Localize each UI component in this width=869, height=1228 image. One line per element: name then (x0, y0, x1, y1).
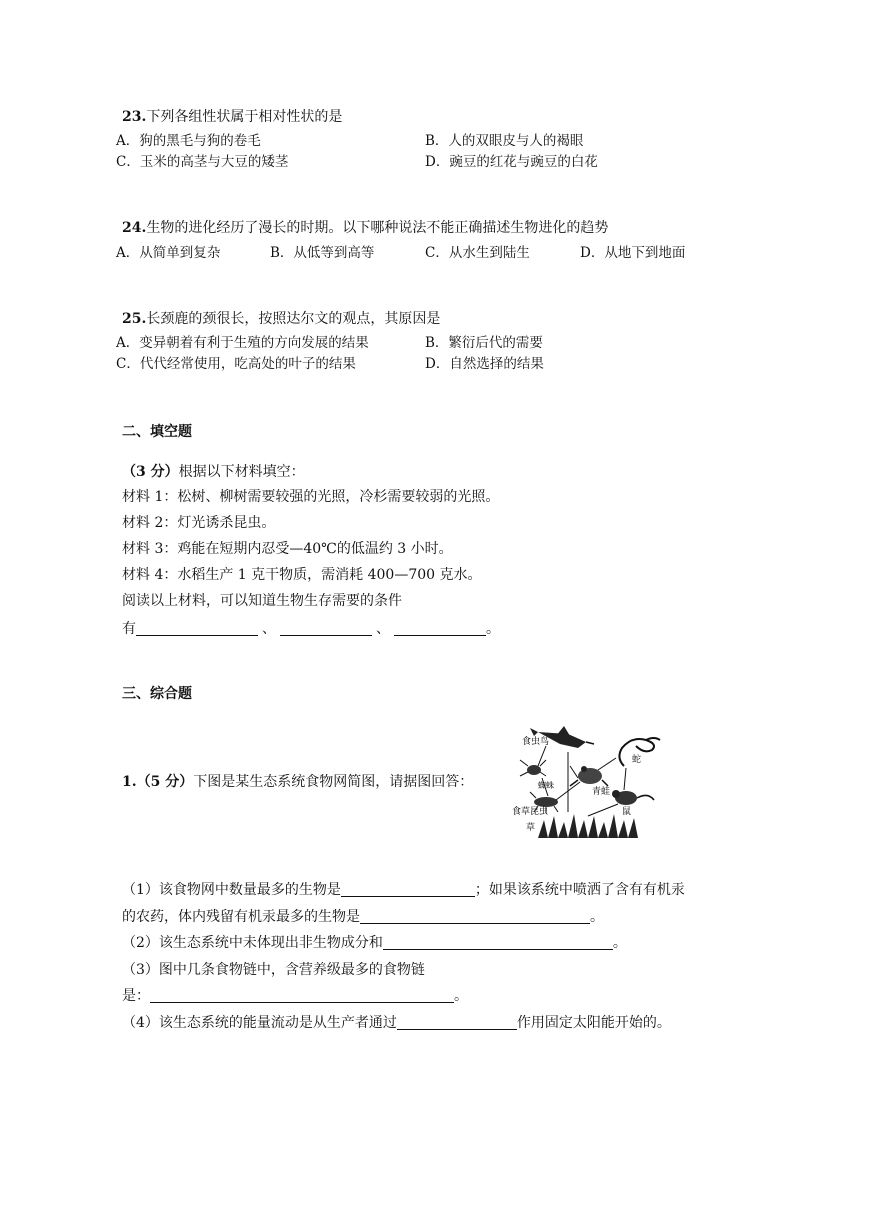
answer-sep-2: 、 (376, 621, 390, 637)
q25-stem: 长颈鹿的颈很长，按照达尔文的观点，其原因是 (146, 311, 441, 327)
label-mouse: 鼠 (622, 807, 632, 817)
label-snake: 蛇 (632, 755, 642, 765)
answer-sep-1: 、 (262, 621, 276, 637)
q1-points: （5 分） (136, 774, 194, 790)
subq1-part-d: 。 (590, 909, 604, 925)
q24-option-c: C．从水生到陆生 (425, 245, 530, 261)
answer-blank-2[interactable] (280, 621, 372, 636)
q23-number: 23. (122, 109, 147, 125)
answer-prefix: 有 (122, 621, 136, 637)
subq4-part-b: 作用固定太阳能开始的。 (516, 1015, 671, 1031)
subq2-part-a: （2）该生态系统中未体现出非生物成分和 (122, 935, 383, 951)
frog-icon (570, 766, 608, 786)
q24-stem: 生物的进化经历了漫长的时期。以下哪种说法不能正确描述生物进化的趋势 (146, 220, 609, 236)
q1-number: 1. (122, 774, 137, 790)
subq1-line2 (122, 906, 604, 926)
q23-option-b: B．人的双眼皮与人的褐眼 (425, 133, 584, 149)
q25-option-d: D．自然选择的结果 (425, 356, 544, 372)
q25-option-c: C．代代经常使用，吃高处的叶子的结果 (116, 356, 356, 372)
q1-stem: 下图是某生态系统食物网简图，请据图回答： (193, 774, 474, 790)
food-web-diagram (508, 722, 668, 840)
q23-stem-line (122, 106, 342, 126)
section2-intro: 根据以下材料填空： (178, 464, 305, 480)
q24-number: 24. (122, 220, 147, 236)
grass-icon (538, 814, 638, 838)
material-4: 材料 4：水稻生产 1 克干物质，需消耗 400—700 克水。 (122, 567, 482, 583)
section2-points: （3 分） (122, 464, 179, 480)
subq3-line1: （3）图中几条食物链中，含营养级最多的食物链 (122, 962, 425, 978)
q24-stem-line (122, 217, 608, 237)
mouse-icon (612, 790, 654, 805)
subq2-part-b: 。 (612, 935, 627, 951)
material-2: 材料 2：灯光诱杀昆虫。 (122, 515, 276, 531)
subq2-line (122, 932, 627, 952)
q24-option-d: D．从地下到地面 (580, 245, 686, 261)
subq2-blank[interactable] (383, 935, 613, 950)
q25-option-b: B．繁衍后代的需要 (425, 335, 543, 351)
subq3-line2 (122, 985, 468, 1005)
section2-intro-line (122, 461, 305, 481)
q24-option-b: B．从低等到高等 (270, 245, 375, 261)
answer-end: 。 (486, 621, 500, 637)
q1-stem-line (122, 771, 473, 791)
subq4-line (122, 1012, 671, 1032)
q25-stem-line (122, 308, 440, 328)
answer-blank-1[interactable] (136, 621, 258, 636)
label-frog: 青蛙 (592, 787, 611, 797)
subq1-part-c: 的农药，体内残留有机汞最多的生物是 (122, 909, 360, 925)
section2-heading: 二、填空题 (122, 424, 192, 440)
q25-number: 25. (122, 311, 147, 327)
q25-option-a: A．变异朝着有利于生殖的方向发展的结果 (116, 335, 369, 351)
section3-heading: 三、综合题 (122, 686, 192, 702)
material-3: 材料 3：鸡能在短期内忍受—40℃的低温约 3 小时。 (122, 541, 453, 557)
q23-option-a: A．狗的黑毛与狗的卷毛 (116, 133, 261, 149)
subq1-line1 (122, 879, 685, 899)
answer-blank-3[interactable] (394, 621, 486, 636)
section2-answer-line (122, 618, 500, 638)
q23-option-d: D．豌豆的红花与豌豆的白花 (425, 154, 598, 170)
subq3-part-b: 是： (122, 988, 150, 1004)
subq3-part-c: 。 (454, 988, 468, 1004)
subq1-blank-1[interactable] (341, 882, 475, 897)
label-insect: 食草昆虫 (512, 807, 549, 817)
label-grass: 草 (526, 823, 536, 833)
subq4-part-a: （4）该生态系统的能量流动是从生产者通过 (122, 1015, 397, 1031)
label-spider: 蜘蛛 (538, 781, 554, 790)
subq3-blank[interactable] (150, 988, 454, 1003)
subq4-blank[interactable] (397, 1015, 517, 1030)
label-bird: 食虫鸟 (522, 737, 550, 747)
q23-stem: 下列各组性状属于相对性状的是 (146, 109, 343, 125)
subq1-blank-2[interactable] (360, 909, 590, 924)
q23-option-c: C．玉米的高茎与大豆的矮茎 (116, 154, 289, 170)
subq1-part-a: （1）该食物网中数量最多的生物是 (122, 882, 341, 898)
material-1: 材料 1：松树、柳树需要较强的光照，冷杉需要较弱的光照。 (122, 489, 500, 505)
spider-icon (520, 760, 546, 776)
subq1-part-b: ；如果该系统中喷洒了含有有机汞 (474, 882, 685, 898)
q24-option-a: A．从简单到复杂 (116, 245, 221, 261)
section2-conclusion: 阅读以上材料，可以知道生物生存需要的条件 (122, 593, 402, 609)
